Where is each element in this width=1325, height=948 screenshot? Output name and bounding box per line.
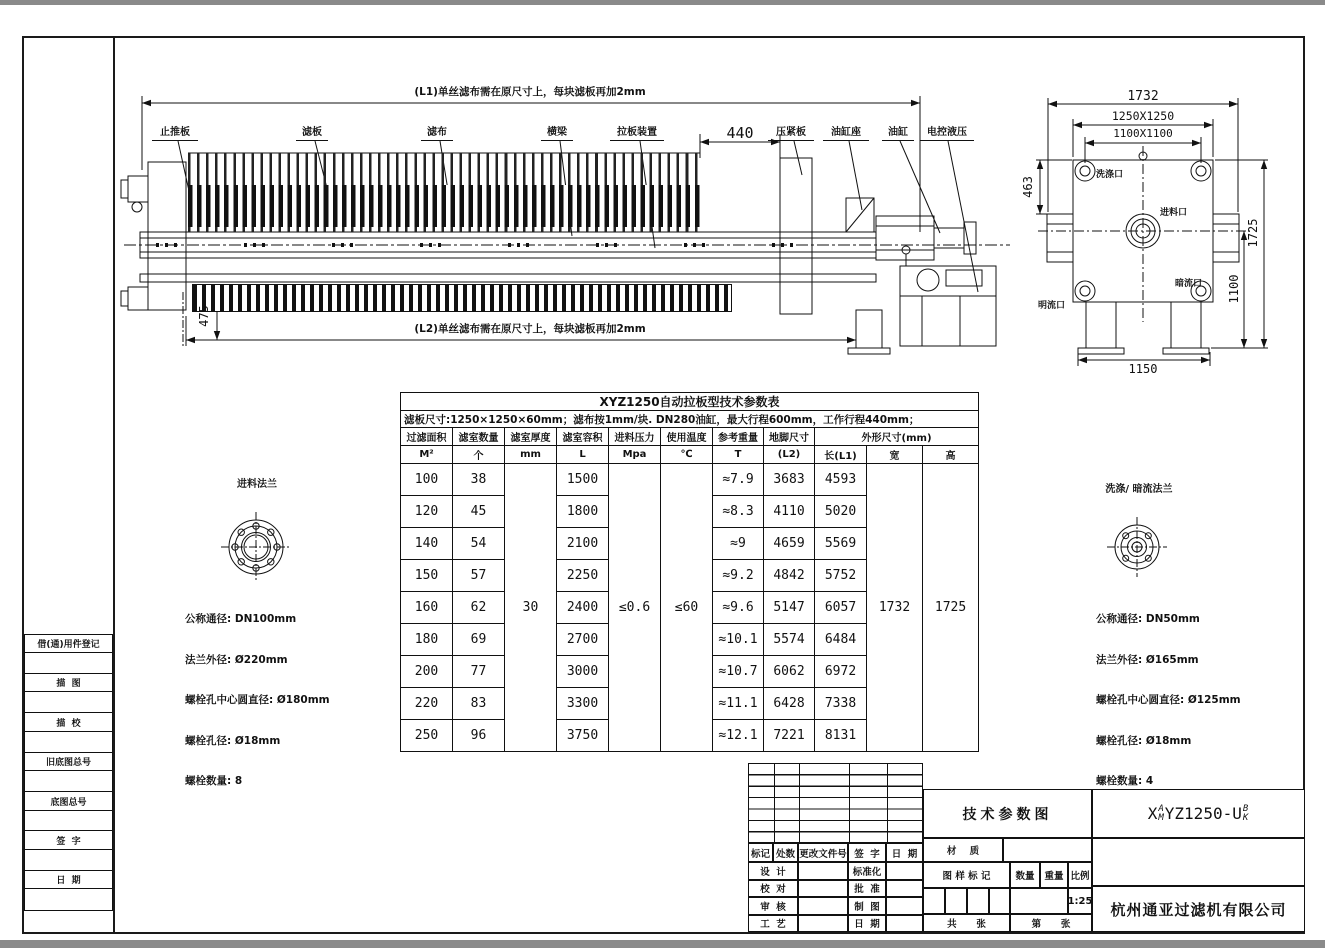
rev-header-mark: 标记	[748, 843, 773, 862]
param-cell: 220	[401, 688, 453, 720]
param-cell: 5574	[764, 624, 815, 656]
param-cell: 45	[453, 496, 505, 528]
table-header: 进料压力	[609, 428, 661, 446]
sidebar-label-3: 旧底图总号	[24, 752, 113, 772]
empty-cell	[1092, 838, 1305, 886]
sidebar-registration-column	[24, 635, 113, 911]
param-cell: 3750	[557, 720, 609, 752]
dwgno-stack2	[1243, 805, 1248, 823]
material-label: 材 质	[923, 838, 1003, 862]
sidebar-label-5: 签 字	[24, 830, 113, 850]
table-unit-header: 个	[453, 446, 505, 464]
label-filter-plate: 滤板	[296, 126, 328, 141]
drawing-number	[1092, 789, 1305, 838]
rev-header-docno: 更改文件号	[798, 843, 848, 862]
dwgno-stack1	[1158, 805, 1163, 823]
empty-cell	[886, 862, 923, 880]
rev-header-date: 日 期	[886, 843, 923, 862]
sidebar-empty-cell	[24, 652, 113, 674]
spec-line: 公称通径: DN100mm	[185, 613, 297, 625]
param-cell-merged: 30	[505, 464, 557, 752]
table-row	[401, 464, 979, 496]
param-cell: 3683	[764, 464, 815, 496]
label-feed-port: 进料口	[1160, 208, 1188, 218]
label-dark-flow-port: 暗流口	[1175, 279, 1203, 289]
sidebar-empty-cell	[24, 810, 113, 832]
weight-label: 重量	[1040, 862, 1068, 888]
empty-cell	[945, 888, 967, 914]
param-cell: ≈11.1	[713, 688, 764, 720]
sidebar-label-6: 日 期	[24, 870, 113, 890]
label-filter-cloth: 滤布	[421, 126, 453, 141]
dim-1100: 1100	[1227, 274, 1241, 304]
param-cell: 4659	[764, 528, 815, 560]
param-cell: 250	[401, 720, 453, 752]
dwgno-prefix: X	[1147, 804, 1158, 823]
param-cell: 8131	[815, 720, 867, 752]
param-cell: 2100	[557, 528, 609, 560]
label-pressing-plate: 压紧板	[768, 126, 814, 141]
param-cell: 6428	[764, 688, 815, 720]
table-header: 外形尺寸(mm)	[815, 428, 979, 446]
param-cell: ≈10.1	[713, 624, 764, 656]
label-thrust-plate: 止推板	[152, 126, 198, 141]
param-cell: 83	[453, 688, 505, 720]
param-cell: 6057	[815, 592, 867, 624]
label-beam: 横梁	[541, 126, 573, 141]
empty-cell	[798, 915, 848, 933]
sidebar-label-1: 描 图	[24, 673, 113, 693]
document-title: 技术参数图	[923, 789, 1092, 838]
dwgno-stack1-bottom: M	[1158, 812, 1164, 823]
table-header: 过滤面积	[401, 428, 453, 446]
sidebar-empty-cell	[24, 691, 113, 713]
cell-standardization: 标准化	[848, 862, 886, 880]
param-cell: 5020	[815, 496, 867, 528]
spec-line: 法兰外径: Ø165mm	[1096, 653, 1199, 666]
param-cell: 5147	[764, 592, 815, 624]
sheet-number: 第 张	[1010, 914, 1092, 932]
param-cell: ≈9.6	[713, 592, 764, 624]
param-cell: ≈7.9	[713, 464, 764, 496]
sidebar-label-0: 借(通)用件登记	[24, 634, 113, 654]
dwgno-stack1-top: A	[1158, 803, 1164, 814]
dim-1725: 1725	[1246, 218, 1260, 248]
spec-line: 法兰外径: Ø220mm	[185, 653, 288, 666]
l2-dimension-note: (L2)单丝滤布需在原尺寸上，每块滤板再加2mm	[414, 323, 646, 335]
l1-dimension-note: (L1)单丝滤布需在原尺寸上，每块滤板再加2mm	[414, 86, 646, 98]
empty-cell	[798, 862, 848, 880]
param-cell: 7221	[764, 720, 815, 752]
table-header: 使用温度	[661, 428, 713, 446]
param-cell: 5569	[815, 528, 867, 560]
feed-flange-title: 进料法兰	[237, 479, 277, 490]
technical-parameters-table	[400, 392, 979, 752]
empty-cell	[886, 880, 923, 898]
table-unit-header: 高	[923, 446, 979, 464]
spec-line: 螺栓数量: 8	[185, 775, 243, 787]
table-subtitle: 滤板尺寸:1250×1250×60mm；滤布按1mm/块. DN280油缸，最大行程600mm，工作行程440mm；	[401, 411, 979, 428]
sidebar-empty-cell	[24, 731, 113, 753]
label-open-flow-port: 明流口	[1038, 301, 1066, 311]
dim-1150: 1150	[1128, 362, 1158, 376]
sidebar-empty-cell	[24, 888, 113, 910]
cell-approve: 批 准	[848, 880, 886, 898]
table-header: 参考重量	[713, 428, 764, 446]
label-oil-cylinder: 油缸	[882, 126, 914, 141]
empty-cell	[798, 897, 848, 915]
table-unit-header: (L2)	[764, 446, 815, 464]
label-cylinder-seat: 油缸座	[823, 126, 869, 141]
spec-line: 螺栓孔中心圆直径: Ø180mm	[185, 694, 330, 706]
sidebar-empty-cell	[24, 770, 113, 792]
dim-463: 463	[1021, 176, 1035, 198]
dim-475: 475	[197, 305, 211, 327]
param-cell: 1800	[557, 496, 609, 528]
scale-value: 1:25	[1068, 888, 1092, 914]
drawing-mark-label: 图 样 标 记	[923, 862, 1010, 888]
param-cell: 140	[401, 528, 453, 560]
filter-plate-stack-lower	[192, 284, 732, 312]
param-cell: 4842	[764, 560, 815, 592]
empty-cell	[886, 915, 923, 933]
param-cell: 54	[453, 528, 505, 560]
wash-flange-title: 洗涤/ 暗流法兰	[1105, 484, 1173, 495]
spec-line: 螺栓孔径: Ø18mm	[185, 734, 281, 747]
param-cell: 200	[401, 656, 453, 688]
spec-line: 螺栓孔径: Ø18mm	[1096, 734, 1192, 747]
label-electro-hydraulic: 电控液压	[920, 126, 974, 141]
sheets-total: 共 张	[923, 914, 1010, 932]
empty-cell	[923, 888, 945, 914]
cell-check: 校 对	[748, 880, 798, 898]
table-header: 地脚尺寸	[764, 428, 815, 446]
sidebar-label-4: 底图总号	[24, 791, 113, 811]
param-cell: 2700	[557, 624, 609, 656]
param-cell: ≈8.3	[713, 496, 764, 528]
table-unit-header: 宽	[867, 446, 923, 464]
filter-cloth-zone	[188, 185, 700, 227]
quantity-label: 数量	[1010, 862, 1040, 888]
dwgno-stack2-bottom: K	[1242, 812, 1249, 823]
rev-header-count: 处数	[773, 843, 798, 862]
param-cell: ≈10.7	[713, 656, 764, 688]
param-cell-merged: ≤0.6	[609, 464, 661, 752]
dim-1732: 1732	[1127, 89, 1159, 104]
param-cell: 38	[453, 464, 505, 496]
table-title: XYZ1250自动拉板型技术参数表	[401, 393, 979, 411]
param-cell-merged: ≤60	[661, 464, 713, 752]
param-cell: ≈12.1	[713, 720, 764, 752]
table-unit-header: M²	[401, 446, 453, 464]
table-unit-header: 长(L1)	[815, 446, 867, 464]
spec-line: 螺栓孔中心圆直径: Ø125mm	[1096, 694, 1241, 706]
spec-line: 螺栓数量: 4	[1096, 775, 1154, 787]
feed-flange-specs	[185, 586, 330, 816]
param-cell: ≈9.2	[713, 560, 764, 592]
dim-1100x1100: 1100X1100	[1113, 127, 1173, 140]
wash-flange-specs	[1096, 586, 1241, 816]
table-header: 滤室容积	[557, 428, 609, 446]
param-cell: 77	[453, 656, 505, 688]
empty-cell	[989, 888, 1010, 914]
empty-cell	[798, 880, 848, 898]
table-header: 滤室数量	[453, 428, 505, 446]
sidebar-empty-cell	[24, 849, 113, 871]
cell-process: 工 艺	[748, 915, 798, 933]
cell-design: 设 计	[748, 862, 798, 880]
param-cell: 57	[453, 560, 505, 592]
empty-cell	[886, 897, 923, 915]
label-wash-port: 洗涤口	[1096, 170, 1124, 180]
param-cell: 6972	[815, 656, 867, 688]
empty-cell	[1003, 838, 1092, 862]
param-cell: 180	[401, 624, 453, 656]
sidebar-label-2: 描 校	[24, 712, 113, 732]
label-plate-shifter: 拉板装置	[610, 126, 664, 141]
param-cell: 69	[453, 624, 505, 656]
table-unit-header: Mpa	[609, 446, 661, 464]
table-unit-header: L	[557, 446, 609, 464]
dwgno-middle: YZ1250-U	[1164, 804, 1242, 823]
param-cell-merged: 1732	[867, 464, 923, 752]
rev-header-signature: 签 字	[848, 843, 886, 862]
param-cell: 4110	[764, 496, 815, 528]
param-cell: 1500	[557, 464, 609, 496]
param-cell: 100	[401, 464, 453, 496]
param-cell: 4593	[815, 464, 867, 496]
dim-440: 440	[726, 124, 754, 142]
param-cell: 96	[453, 720, 505, 752]
table-header: 滤室厚度	[505, 428, 557, 446]
param-cell: 2400	[557, 592, 609, 624]
dwgno-stack2-top: B	[1242, 803, 1249, 814]
param-cell: 150	[401, 560, 453, 592]
cell-date: 日 期	[848, 915, 886, 933]
table-unit-header: ℃	[661, 446, 713, 464]
param-cell: 3000	[557, 656, 609, 688]
empty-cell	[967, 888, 989, 914]
param-cell: 120	[401, 496, 453, 528]
param-cell: 6062	[764, 656, 815, 688]
param-cell: 7338	[815, 688, 867, 720]
table-unit-header: T	[713, 446, 764, 464]
cell-review: 审 核	[748, 897, 798, 915]
param-cell: 62	[453, 592, 505, 624]
param-cell: ≈9	[713, 528, 764, 560]
param-cell: 2250	[557, 560, 609, 592]
beam-bolt-dots	[156, 243, 856, 247]
revision-grid	[748, 763, 923, 843]
scale-label: 比例	[1068, 862, 1092, 888]
cell-draft: 制 图	[848, 897, 886, 915]
param-cell: 6484	[815, 624, 867, 656]
table-unit-header: mm	[505, 446, 557, 464]
dim-1250x1250: 1250X1250	[1111, 109, 1175, 123]
spec-line: 公称通径: DN50mm	[1096, 613, 1200, 625]
empty-cell	[1010, 888, 1068, 914]
param-cell: 5752	[815, 560, 867, 592]
company-name: 杭州通亚过滤机有限公司	[1092, 886, 1305, 932]
param-cell: 3300	[557, 688, 609, 720]
param-cell: 160	[401, 592, 453, 624]
param-cell-merged: 1725	[923, 464, 979, 752]
